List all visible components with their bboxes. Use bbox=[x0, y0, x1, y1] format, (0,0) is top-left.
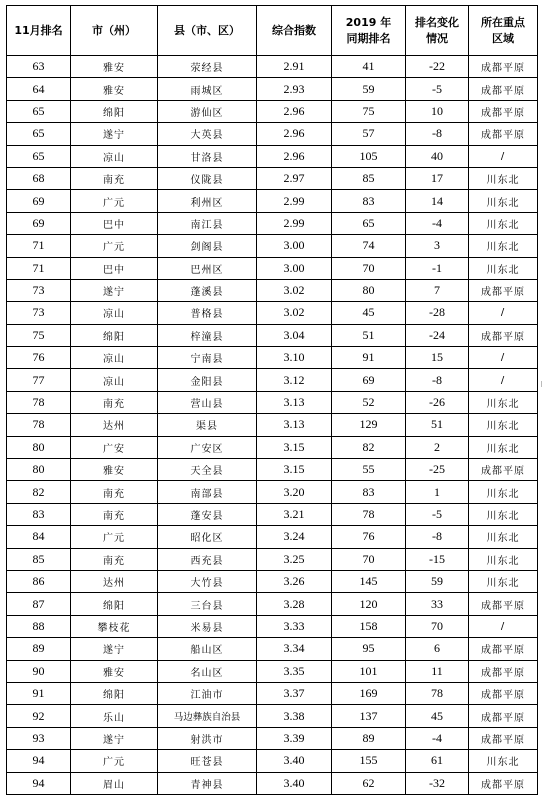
cell-city: 广安 bbox=[71, 436, 158, 458]
cell-zone: 川东北 bbox=[469, 548, 538, 570]
cell-change: -26 bbox=[406, 391, 469, 413]
table-row bbox=[7, 145, 538, 167]
cell-rank: 94 bbox=[7, 772, 71, 794]
cell-zone: 成都平原 bbox=[469, 279, 538, 301]
cell-change: 17 bbox=[406, 167, 469, 189]
cell-rank-2019: 80 bbox=[332, 279, 406, 301]
table-row bbox=[7, 212, 538, 234]
table-row bbox=[7, 56, 538, 78]
cell-zone: 川东北 bbox=[469, 257, 538, 279]
cell-zone: 川东北 bbox=[469, 436, 538, 458]
cell-county: 马边彝族自治县 bbox=[158, 705, 257, 727]
cell-change: -28 bbox=[406, 302, 469, 324]
cell-rank: 64 bbox=[7, 78, 71, 100]
cell-rank-2019: 120 bbox=[332, 593, 406, 615]
cell-city: 乐山 bbox=[71, 705, 158, 727]
cell-city: 南充 bbox=[71, 548, 158, 570]
cell-rank: 85 bbox=[7, 548, 71, 570]
cell-index: 3.15 bbox=[257, 436, 332, 458]
cell-zone: 成都平原 bbox=[469, 705, 538, 727]
cell-county: 甘洛县 bbox=[158, 145, 257, 167]
cell-city: 南充 bbox=[71, 391, 158, 413]
cell-zone: 川东北 bbox=[469, 391, 538, 413]
header-county: 县（市、区） bbox=[158, 6, 257, 56]
cell-city: 凉山 bbox=[71, 302, 158, 324]
cell-county: 船山区 bbox=[158, 638, 257, 660]
cell-rank-2019: 95 bbox=[332, 638, 406, 660]
header-zone-line1: 所在重点 bbox=[481, 15, 525, 29]
cell-index: 3.21 bbox=[257, 503, 332, 525]
cell-rank: 92 bbox=[7, 705, 71, 727]
cell-index: 2.97 bbox=[257, 167, 332, 189]
cell-rank-2019: 89 bbox=[332, 727, 406, 749]
cell-rank: 65 bbox=[7, 100, 71, 122]
cell-city: 绵阳 bbox=[71, 682, 158, 704]
cell-county: 仪陇县 bbox=[158, 167, 257, 189]
table-row bbox=[7, 682, 538, 704]
cell-rank-2019: 78 bbox=[332, 503, 406, 525]
cell-city: 遂宁 bbox=[71, 123, 158, 145]
table-row bbox=[7, 772, 538, 794]
cell-city: 达州 bbox=[71, 414, 158, 436]
cell-city: 巴中 bbox=[71, 257, 158, 279]
cell-rank: 78 bbox=[7, 414, 71, 436]
header-city: 市（州） bbox=[71, 6, 158, 56]
cell-rank: 77 bbox=[7, 369, 71, 391]
cell-index: 3.40 bbox=[257, 772, 332, 794]
cell-city: 广元 bbox=[71, 750, 158, 772]
cell-change: 15 bbox=[406, 347, 469, 369]
cell-rank-2019: 69 bbox=[332, 369, 406, 391]
table-row bbox=[7, 347, 538, 369]
cell-change: 6 bbox=[406, 638, 469, 660]
cell-rank: 63 bbox=[7, 56, 71, 78]
cell-zone: 川东北 bbox=[469, 414, 538, 436]
cell-index: 3.26 bbox=[257, 570, 332, 592]
cell-change: 3 bbox=[406, 235, 469, 257]
cell-rank: 88 bbox=[7, 615, 71, 637]
header-change bbox=[406, 6, 469, 56]
cell-zone: / bbox=[469, 347, 538, 369]
header-rank-2019-line2: 同期排名 bbox=[346, 31, 391, 45]
table-row bbox=[7, 503, 538, 525]
cell-index: 3.02 bbox=[257, 279, 332, 301]
cell-change: 7 bbox=[406, 279, 469, 301]
cell-city: 绵阳 bbox=[71, 593, 158, 615]
cell-rank-2019: 101 bbox=[332, 660, 406, 682]
cell-zone: 川东北 bbox=[469, 212, 538, 234]
cell-index: 3.00 bbox=[257, 257, 332, 279]
cell-city: 巴中 bbox=[71, 212, 158, 234]
cell-county: 旺苍县 bbox=[158, 750, 257, 772]
cell-rank-2019: 169 bbox=[332, 682, 406, 704]
cell-rank: 78 bbox=[7, 391, 71, 413]
table-row bbox=[7, 123, 538, 145]
table-row bbox=[7, 526, 538, 548]
cell-zone: 成都平原 bbox=[469, 78, 538, 100]
table-row bbox=[7, 727, 538, 749]
ranking-table-container bbox=[6, 5, 538, 795]
cell-county: 渠县 bbox=[158, 414, 257, 436]
table-row bbox=[7, 593, 538, 615]
cell-index: 3.02 bbox=[257, 302, 332, 324]
cell-rank-2019: 91 bbox=[332, 347, 406, 369]
table-row bbox=[7, 705, 538, 727]
cell-zone: 川东北 bbox=[469, 235, 538, 257]
cell-zone: / bbox=[469, 369, 538, 391]
cell-county: 三台县 bbox=[158, 593, 257, 615]
cell-city: 攀枝花 bbox=[71, 615, 158, 637]
cell-rank: 69 bbox=[7, 190, 71, 212]
cell-county: 金阳县 bbox=[158, 369, 257, 391]
table-row bbox=[7, 481, 538, 503]
cell-rank: 80 bbox=[7, 436, 71, 458]
table-row bbox=[7, 257, 538, 279]
cell-change: -8 bbox=[406, 123, 469, 145]
cell-change: 45 bbox=[406, 705, 469, 727]
table-row bbox=[7, 279, 538, 301]
cell-change: -4 bbox=[406, 212, 469, 234]
cell-index: 3.40 bbox=[257, 750, 332, 772]
cell-rank: 65 bbox=[7, 123, 71, 145]
cell-rank-2019: 74 bbox=[332, 235, 406, 257]
cell-rank-2019: 129 bbox=[332, 414, 406, 436]
cell-rank: 65 bbox=[7, 145, 71, 167]
cell-city: 雅安 bbox=[71, 56, 158, 78]
cell-city: 凉山 bbox=[71, 369, 158, 391]
cell-rank: 68 bbox=[7, 167, 71, 189]
cell-change: 11 bbox=[406, 660, 469, 682]
cell-zone: 成都平原 bbox=[469, 638, 538, 660]
cell-rank-2019: 62 bbox=[332, 772, 406, 794]
cell-rank-2019: 105 bbox=[332, 145, 406, 167]
header-change-line1: 排名变化 bbox=[415, 15, 459, 29]
ranking-table bbox=[6, 5, 538, 795]
table-row bbox=[7, 638, 538, 660]
cell-rank: 76 bbox=[7, 347, 71, 369]
cell-county: 荥经县 bbox=[158, 56, 257, 78]
cell-rank: 83 bbox=[7, 503, 71, 525]
header-zone bbox=[469, 6, 538, 56]
cell-zone: 成都平原 bbox=[469, 459, 538, 481]
cell-zone: / bbox=[469, 145, 538, 167]
table-row bbox=[7, 750, 538, 772]
table-row bbox=[7, 414, 538, 436]
table-row bbox=[7, 436, 538, 458]
cell-index: 3.12 bbox=[257, 369, 332, 391]
cell-county: 大英县 bbox=[158, 123, 257, 145]
cell-county: 游仙区 bbox=[158, 100, 257, 122]
cell-index: 3.15 bbox=[257, 459, 332, 481]
cell-change: 59 bbox=[406, 570, 469, 592]
cell-rank-2019: 83 bbox=[332, 481, 406, 503]
cell-rank-2019: 51 bbox=[332, 324, 406, 346]
cell-change: 14 bbox=[406, 190, 469, 212]
table-row bbox=[7, 100, 538, 122]
cell-zone: 川东北 bbox=[469, 526, 538, 548]
cell-city: 遂宁 bbox=[71, 279, 158, 301]
cell-rank: 82 bbox=[7, 481, 71, 503]
cell-county: 利州区 bbox=[158, 190, 257, 212]
cell-county: 西充县 bbox=[158, 548, 257, 570]
cell-rank: 93 bbox=[7, 727, 71, 749]
cell-change: -15 bbox=[406, 548, 469, 570]
cell-county: 雨城区 bbox=[158, 78, 257, 100]
table-row bbox=[7, 660, 538, 682]
cell-county: 大竹县 bbox=[158, 570, 257, 592]
cell-county: 天全县 bbox=[158, 459, 257, 481]
cell-rank-2019: 137 bbox=[332, 705, 406, 727]
cell-index: 2.91 bbox=[257, 56, 332, 78]
cell-index: 3.33 bbox=[257, 615, 332, 637]
cell-change: 78 bbox=[406, 682, 469, 704]
cell-county: 蓬溪县 bbox=[158, 279, 257, 301]
cell-rank-2019: 65 bbox=[332, 212, 406, 234]
cell-index: 3.20 bbox=[257, 481, 332, 503]
cell-rank: 71 bbox=[7, 235, 71, 257]
cell-index: 3.34 bbox=[257, 638, 332, 660]
cell-zone: 川东北 bbox=[469, 167, 538, 189]
cell-zone: 成都平原 bbox=[469, 56, 538, 78]
cell-change: -22 bbox=[406, 56, 469, 78]
cell-index: 3.04 bbox=[257, 324, 332, 346]
table-row bbox=[7, 615, 538, 637]
cell-zone: 川东北 bbox=[469, 503, 538, 525]
cell-city: 凉山 bbox=[71, 347, 158, 369]
page-edge-mark bbox=[541, 381, 542, 387]
cell-rank: 91 bbox=[7, 682, 71, 704]
cell-index: 3.25 bbox=[257, 548, 332, 570]
header-index: 综合指数 bbox=[257, 6, 332, 56]
cell-county: 巴州区 bbox=[158, 257, 257, 279]
cell-county: 南江县 bbox=[158, 212, 257, 234]
cell-city: 绵阳 bbox=[71, 100, 158, 122]
cell-change: -8 bbox=[406, 369, 469, 391]
cell-rank: 84 bbox=[7, 526, 71, 548]
cell-rank: 89 bbox=[7, 638, 71, 660]
table-row bbox=[7, 391, 538, 413]
cell-rank-2019: 158 bbox=[332, 615, 406, 637]
cell-index: 2.99 bbox=[257, 212, 332, 234]
cell-county: 名山区 bbox=[158, 660, 257, 682]
cell-change: 40 bbox=[406, 145, 469, 167]
cell-change: 10 bbox=[406, 100, 469, 122]
cell-county: 广安区 bbox=[158, 436, 257, 458]
cell-zone: 成都平原 bbox=[469, 123, 538, 145]
table-row bbox=[7, 190, 538, 212]
cell-index: 3.10 bbox=[257, 347, 332, 369]
table-row bbox=[7, 459, 538, 481]
cell-city: 雅安 bbox=[71, 459, 158, 481]
cell-rank-2019: 145 bbox=[332, 570, 406, 592]
cell-zone: 川东北 bbox=[469, 750, 538, 772]
cell-rank-2019: 70 bbox=[332, 257, 406, 279]
header-row bbox=[7, 6, 538, 56]
table-row bbox=[7, 324, 538, 346]
cell-zone: 川东北 bbox=[469, 481, 538, 503]
cell-zone: 成都平原 bbox=[469, 682, 538, 704]
cell-county: 普格县 bbox=[158, 302, 257, 324]
cell-index: 3.24 bbox=[257, 526, 332, 548]
cell-change: 2 bbox=[406, 436, 469, 458]
cell-city: 广元 bbox=[71, 190, 158, 212]
cell-zone: / bbox=[469, 302, 538, 324]
cell-county: 米易县 bbox=[158, 615, 257, 637]
cell-rank-2019: 83 bbox=[332, 190, 406, 212]
table-row bbox=[7, 235, 538, 257]
cell-county: 宁南县 bbox=[158, 347, 257, 369]
cell-rank-2019: 41 bbox=[332, 56, 406, 78]
cell-change: 1 bbox=[406, 481, 469, 503]
cell-city: 广元 bbox=[71, 235, 158, 257]
cell-city: 眉山 bbox=[71, 772, 158, 794]
cell-county: 蓬安县 bbox=[158, 503, 257, 525]
cell-rank-2019: 75 bbox=[332, 100, 406, 122]
cell-rank-2019: 55 bbox=[332, 459, 406, 481]
cell-change: -5 bbox=[406, 78, 469, 100]
cell-city: 雅安 bbox=[71, 78, 158, 100]
cell-change: -5 bbox=[406, 503, 469, 525]
cell-index: 3.28 bbox=[257, 593, 332, 615]
header-rank-2019-line1: 2019 年 bbox=[345, 15, 392, 29]
cell-rank-2019: 70 bbox=[332, 548, 406, 570]
cell-zone: 成都平原 bbox=[469, 324, 538, 346]
cell-index: 2.93 bbox=[257, 78, 332, 100]
header-change-line2: 情况 bbox=[426, 31, 448, 45]
cell-county: 射洪市 bbox=[158, 727, 257, 749]
cell-rank: 75 bbox=[7, 324, 71, 346]
cell-zone: 川东北 bbox=[469, 570, 538, 592]
cell-zone: / bbox=[469, 615, 538, 637]
cell-city: 绵阳 bbox=[71, 324, 158, 346]
cell-zone: 成都平原 bbox=[469, 727, 538, 749]
cell-county: 昭化区 bbox=[158, 526, 257, 548]
cell-change: 33 bbox=[406, 593, 469, 615]
cell-rank: 73 bbox=[7, 279, 71, 301]
cell-index: 3.13 bbox=[257, 414, 332, 436]
cell-rank: 86 bbox=[7, 570, 71, 592]
cell-zone: 川东北 bbox=[469, 190, 538, 212]
header-rank-nov: 11月排名 bbox=[7, 6, 71, 56]
cell-city: 凉山 bbox=[71, 145, 158, 167]
cell-change: -8 bbox=[406, 526, 469, 548]
cell-rank-2019: 52 bbox=[332, 391, 406, 413]
cell-rank: 73 bbox=[7, 302, 71, 324]
cell-index: 3.00 bbox=[257, 235, 332, 257]
cell-city: 广元 bbox=[71, 526, 158, 548]
cell-change: -24 bbox=[406, 324, 469, 346]
cell-change: 51 bbox=[406, 414, 469, 436]
cell-rank: 94 bbox=[7, 750, 71, 772]
cell-rank: 71 bbox=[7, 257, 71, 279]
cell-index: 3.39 bbox=[257, 727, 332, 749]
cell-city: 南充 bbox=[71, 167, 158, 189]
table-row bbox=[7, 570, 538, 592]
header-zone-line2: 区域 bbox=[492, 31, 514, 45]
cell-city: 南充 bbox=[71, 481, 158, 503]
cell-county: 南部县 bbox=[158, 481, 257, 503]
cell-index: 2.96 bbox=[257, 100, 332, 122]
cell-rank: 90 bbox=[7, 660, 71, 682]
table-row bbox=[7, 302, 538, 324]
cell-change: -32 bbox=[406, 772, 469, 794]
cell-zone: 成都平原 bbox=[469, 593, 538, 615]
cell-city: 遂宁 bbox=[71, 727, 158, 749]
cell-rank: 80 bbox=[7, 459, 71, 481]
cell-rank: 69 bbox=[7, 212, 71, 234]
cell-zone: 成都平原 bbox=[469, 772, 538, 794]
cell-index: 3.35 bbox=[257, 660, 332, 682]
table-row bbox=[7, 369, 538, 391]
cell-index: 2.96 bbox=[257, 145, 332, 167]
cell-change: 70 bbox=[406, 615, 469, 637]
cell-city: 雅安 bbox=[71, 660, 158, 682]
cell-change: -4 bbox=[406, 727, 469, 749]
cell-county: 江油市 bbox=[158, 682, 257, 704]
cell-rank-2019: 45 bbox=[332, 302, 406, 324]
cell-rank-2019: 82 bbox=[332, 436, 406, 458]
cell-change: -1 bbox=[406, 257, 469, 279]
cell-county: 青神县 bbox=[158, 772, 257, 794]
cell-zone: 成都平原 bbox=[469, 100, 538, 122]
cell-county: 剑阁县 bbox=[158, 235, 257, 257]
cell-zone: 成都平原 bbox=[469, 660, 538, 682]
table-row bbox=[7, 167, 538, 189]
cell-county: 梓潼县 bbox=[158, 324, 257, 346]
table-body bbox=[7, 56, 538, 795]
table-row bbox=[7, 548, 538, 570]
cell-city: 达州 bbox=[71, 570, 158, 592]
cell-index: 3.13 bbox=[257, 391, 332, 413]
cell-index: 2.99 bbox=[257, 190, 332, 212]
cell-rank-2019: 155 bbox=[332, 750, 406, 772]
cell-county: 营山县 bbox=[158, 391, 257, 413]
cell-rank-2019: 76 bbox=[332, 526, 406, 548]
cell-rank: 87 bbox=[7, 593, 71, 615]
cell-rank-2019: 59 bbox=[332, 78, 406, 100]
cell-rank-2019: 57 bbox=[332, 123, 406, 145]
cell-index: 3.38 bbox=[257, 705, 332, 727]
cell-city: 南充 bbox=[71, 503, 158, 525]
cell-index: 3.37 bbox=[257, 682, 332, 704]
cell-index: 2.96 bbox=[257, 123, 332, 145]
cell-change: -25 bbox=[406, 459, 469, 481]
cell-rank-2019: 85 bbox=[332, 167, 406, 189]
cell-change: 61 bbox=[406, 750, 469, 772]
table-row bbox=[7, 78, 538, 100]
header-rank-2019 bbox=[332, 6, 406, 56]
cell-city: 遂宁 bbox=[71, 638, 158, 660]
